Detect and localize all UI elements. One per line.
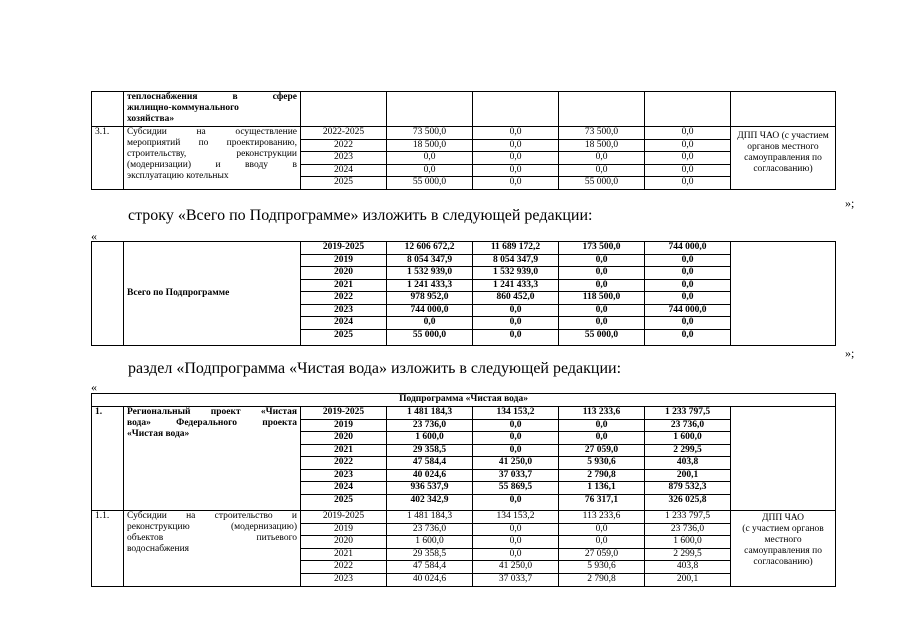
executor-line: согласованию)	[753, 557, 813, 567]
value-cell: 0,0	[473, 420, 558, 433]
value-cell: 0,0	[559, 165, 644, 178]
value-cell: 23 736,0	[387, 524, 472, 537]
value-cell: 0,0	[473, 140, 558, 153]
cont-line: жилищно-коммунального	[127, 103, 239, 113]
desc-line: вода» Федерального проекта	[127, 418, 297, 428]
total-label: Всего по Подпрограмме	[124, 242, 301, 346]
value-cell: 744 000,0	[645, 242, 730, 255]
value-cell: 0,0	[473, 127, 558, 140]
desc-line: (модернизации) и вводу в	[127, 160, 297, 170]
value-cell: 1 241 433,3	[387, 280, 472, 293]
executor-line: (с участием органов	[742, 524, 824, 534]
c2-column	[559, 511, 645, 587]
value-cell: 47 584,4	[387, 561, 472, 574]
year-cell: 2019	[301, 420, 386, 433]
year-cell: 2020	[301, 432, 386, 445]
cont-line: хозяйства»	[127, 114, 175, 124]
value-cell: 37 033,7	[498, 573, 533, 584]
year-cell: 2022	[301, 457, 386, 470]
year-cell: 2019-2025	[301, 511, 386, 524]
value-cell: 403,8	[645, 561, 730, 574]
value-cell: 1 136,1	[559, 482, 644, 495]
value-cell: 1 600,0	[387, 536, 472, 549]
value-cell: 200,1	[645, 470, 730, 483]
executor-line: местного	[764, 535, 802, 545]
c1-column	[473, 127, 559, 190]
year-column	[301, 242, 387, 346]
executor-line: самоуправления по	[744, 546, 822, 556]
value-cell: 0,0	[559, 305, 644, 318]
value-cell: 11 689 172,2	[473, 242, 558, 255]
value-cell: 0,0	[559, 524, 644, 537]
year-cell: 2021	[301, 280, 386, 293]
c3-column	[645, 511, 731, 587]
executor-line: ДПП ЧАО	[762, 513, 805, 523]
subprogram-title: Подпрограмма «Чистая вода»	[92, 394, 836, 407]
year-cell: 2023	[301, 470, 386, 483]
value-cell: 0,0	[645, 165, 730, 178]
value-cell: 55 869,5	[473, 482, 558, 495]
empty-cell	[559, 92, 645, 127]
value-cell: 0,0	[509, 494, 522, 505]
year-cell: 2023	[334, 573, 353, 584]
value-cell: 40 024,6	[387, 470, 472, 483]
total-column	[387, 407, 473, 511]
desc-line: объектов питьевого	[127, 533, 297, 543]
year-cell: 2021	[301, 549, 386, 562]
value-cell: 23 736,0	[645, 524, 730, 537]
section-heading: раздел «Подпрограмма «Чистая вода» изложить в следующей редакции:	[128, 360, 622, 377]
year-cell: 2025	[334, 177, 353, 187]
row-description	[124, 511, 301, 587]
desc-line: Субсидии на осуществление	[127, 127, 297, 137]
value-cell: 113 233,6	[559, 511, 644, 524]
value-cell: 0,0	[473, 305, 558, 318]
value-cell: 0,0	[559, 536, 644, 549]
value-cell: 0,0	[645, 292, 730, 305]
year-cell: 2023	[301, 305, 386, 318]
total-column	[387, 127, 473, 190]
year-cell: 2019-2025	[301, 242, 386, 255]
value-cell: 0,0	[559, 255, 644, 268]
value-cell: 5 930,6	[559, 561, 644, 574]
desc-line: эксплуатацию котельных	[127, 171, 229, 181]
value-cell: 27 059,0	[559, 549, 644, 562]
cont-line: теплоснабжения в сфере	[127, 92, 297, 102]
value-cell: 0,0	[509, 329, 522, 340]
year-cell: 2021	[301, 445, 386, 458]
value-cell: 200,1	[676, 573, 699, 584]
value-cell: 0,0	[473, 432, 558, 445]
value-cell: 1 600,0	[645, 536, 730, 549]
value-cell: 41 250,0	[473, 457, 558, 470]
table-clean-water	[91, 393, 836, 587]
value-cell: 0,0	[473, 524, 558, 537]
value-cell: 403,8	[645, 457, 730, 470]
open-quote: «	[91, 229, 97, 243]
year-column	[301, 127, 387, 190]
c1-column	[473, 407, 559, 511]
value-cell: 1 233 797,5	[645, 407, 730, 420]
year-cell: 2022-2025	[301, 127, 386, 140]
value-cell: 41 250,0	[473, 561, 558, 574]
value-cell: 37 033,7	[473, 470, 558, 483]
c2-column	[559, 242, 645, 346]
row-description	[124, 127, 301, 190]
value-cell: 0,0	[473, 165, 558, 178]
value-cell: 0,0	[473, 152, 558, 165]
value-cell: 0,0	[387, 165, 472, 178]
value-cell: 879 532,3	[645, 482, 730, 495]
close-quote: »;	[845, 196, 855, 210]
year-cell: 2019-2025	[301, 407, 386, 420]
value-cell: 0,0	[559, 280, 644, 293]
value-cell: 1 600,0	[645, 432, 730, 445]
value-cell: 73 500,0	[387, 127, 472, 140]
value-cell: 18 500,0	[387, 140, 472, 153]
value-cell: 2 299,5	[645, 549, 730, 562]
year-cell: 2022	[301, 140, 386, 153]
value-cell: 55 000,0	[412, 329, 447, 340]
value-cell: 860 452,0	[473, 292, 558, 305]
value-cell: 29 358,5	[387, 445, 472, 458]
value-cell: 0,0	[559, 317, 644, 330]
value-cell: 2 299,5	[645, 445, 730, 458]
empty-cell	[731, 242, 836, 346]
desc-line: водоснабжения	[127, 544, 190, 554]
value-cell: 936 537,9	[387, 482, 472, 495]
value-cell: 1 481 184,3	[387, 511, 472, 524]
value-cell: 47 584,4	[387, 457, 472, 470]
value-cell: 0,0	[473, 445, 558, 458]
year-cell: 2025	[334, 329, 353, 340]
value-cell: 402 342,9	[410, 494, 449, 505]
open-quote: «	[91, 380, 97, 394]
value-cell: 23 736,0	[645, 420, 730, 433]
year-cell: 2022	[301, 561, 386, 574]
value-cell: 326 025,8	[668, 494, 707, 505]
value-cell: 0,0	[645, 127, 730, 140]
value-cell: 1 600,0	[387, 432, 472, 445]
value-cell: 55 000,0	[584, 329, 619, 340]
value-cell: 55 000,0	[412, 177, 447, 187]
empty-cell	[92, 242, 124, 346]
year-cell: 2020	[301, 267, 386, 280]
value-cell: 118 500,0	[559, 292, 644, 305]
year-cell: 2024	[301, 482, 386, 495]
value-cell: 73 500,0	[559, 127, 644, 140]
c3-column	[645, 242, 731, 346]
empty-cell	[731, 407, 836, 511]
close-quote: »;	[845, 346, 855, 360]
c1-column	[473, 511, 559, 587]
value-cell: 12 606 672,2	[387, 242, 472, 255]
value-cell: 0,0	[645, 267, 730, 280]
value-cell: 744 000,0	[387, 305, 472, 318]
desc-line: «Чистая вода»	[127, 429, 190, 439]
value-cell: 113 233,6	[559, 407, 644, 420]
value-cell: 978 952,0	[387, 292, 472, 305]
value-cell: 8 054 347,9	[387, 255, 472, 268]
empty-cell	[301, 92, 387, 127]
year-column	[301, 511, 387, 587]
value-cell: 0,0	[681, 177, 694, 187]
value-cell: 0,0	[645, 140, 730, 153]
empty-cell	[473, 92, 559, 127]
value-cell: 0,0	[645, 317, 730, 330]
cont-desc-cell	[124, 92, 301, 127]
row-number: 1.	[92, 407, 124, 511]
value-cell: 0,0	[387, 317, 472, 330]
value-cell: 2 790,8	[587, 573, 616, 584]
value-cell: 1 481 184,3	[387, 407, 472, 420]
value-cell: 0,0	[559, 432, 644, 445]
year-cell: 2019	[301, 524, 386, 537]
year-cell: 2023	[301, 152, 386, 165]
table-total	[91, 241, 836, 346]
value-cell: 0,0	[559, 420, 644, 433]
year-cell: 2020	[301, 536, 386, 549]
c1-column	[473, 242, 559, 346]
value-cell: 1 532 939,0	[473, 267, 558, 280]
row-description	[124, 407, 301, 511]
value-cell: 5 930,6	[559, 457, 644, 470]
desc-line: мероприятий по проектированию,	[127, 138, 297, 148]
value-cell: 0,0	[509, 177, 522, 187]
desc-line: реконструкцию (модернизацию)	[127, 522, 297, 532]
value-cell: 29 358,5	[387, 549, 472, 562]
total-column	[387, 511, 473, 587]
value-cell: 0,0	[473, 536, 558, 549]
year-cell: 2022	[301, 292, 386, 305]
value-cell: 55 000,0	[584, 177, 619, 187]
year-cell: 2024	[301, 165, 386, 178]
value-cell: 134 153,2	[473, 511, 558, 524]
value-cell: 40 024,6	[412, 573, 447, 584]
desc-line: Региональный проект «Чистая	[127, 407, 297, 417]
value-cell: 173 500,0	[559, 242, 644, 255]
value-cell: 1 241 433,3	[473, 280, 558, 293]
value-cell: 1 233 797,5	[645, 511, 730, 524]
value-cell: 0,0	[559, 267, 644, 280]
total-column	[387, 242, 473, 346]
value-cell: 0,0	[387, 152, 472, 165]
c3-column	[645, 127, 731, 190]
year-column	[301, 407, 387, 511]
year-cell: 2024	[301, 317, 386, 330]
row-number: 1.1.	[92, 511, 124, 587]
value-cell: 18 500,0	[559, 140, 644, 153]
value-cell: 0,0	[681, 329, 694, 340]
empty-cell	[387, 92, 473, 127]
value-cell: 0,0	[645, 152, 730, 165]
row-number: 3.1.	[92, 127, 124, 190]
value-cell: 0,0	[473, 549, 558, 562]
empty-cell	[645, 92, 731, 127]
value-cell: 134 153,2	[473, 407, 558, 420]
c2-column	[559, 127, 645, 190]
cont-num-cell	[92, 92, 124, 127]
value-cell: 0,0	[645, 255, 730, 268]
value-cell: 2 790,8	[559, 470, 644, 483]
value-cell: 8 054 347,9	[473, 255, 558, 268]
executor-cell: ДПП ЧАО (с участием органов местного самоуправления по согласованию)	[731, 127, 836, 190]
table-continuation	[91, 91, 836, 190]
value-cell: 0,0	[559, 152, 644, 165]
value-cell: 27 059,0	[559, 445, 644, 458]
section-heading: строку «Всего по Подпрограмме» изложить в следующей редакции:	[128, 207, 593, 224]
value-cell: 23 736,0	[387, 420, 472, 433]
value-cell: 1 532 939,0	[387, 267, 472, 280]
c3-column	[645, 407, 731, 511]
value-cell: 76 317,1	[584, 494, 619, 505]
year-cell: 2025	[334, 494, 353, 505]
desc-line: строительству, реконструкции	[127, 149, 297, 159]
year-cell: 2019	[301, 255, 386, 268]
c2-column	[559, 407, 645, 511]
value-cell: 744 000,0	[645, 305, 730, 318]
empty-cell	[731, 92, 836, 127]
value-cell: 0,0	[645, 280, 730, 293]
value-cell: 0,0	[473, 317, 558, 330]
executor-cell	[731, 511, 836, 587]
desc-line: Субсидии на строительство и	[127, 511, 297, 521]
